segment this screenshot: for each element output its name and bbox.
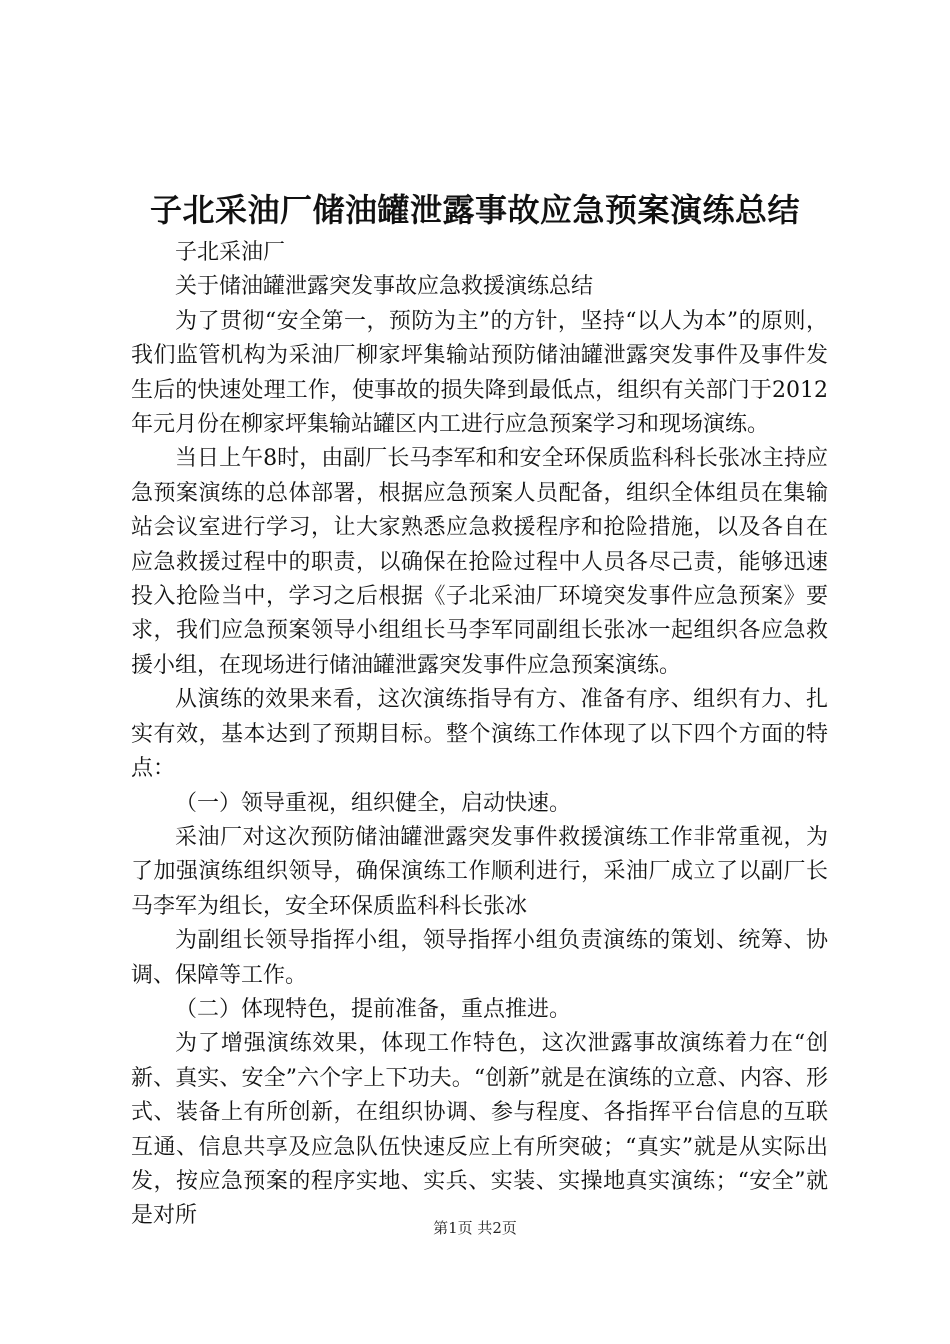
paragraph-features: 为了增强演练效果，体现工作特色，这次泄露事故演练着力在“创新、真实、安全”六个字上下功夫。“创新”就是在演练的立意、内容、形式、装备上有所创新，在组织协调、参与程度、各指挥平台信息的互联互通、信息共享及应急队伍快速反应上有所突破；“真实”就是从实际出发，按应急预案的程序实地、实兵、实装、实操地真实演练；“安全”就是对所 [131,1031,828,1229]
paragraph-intro: 为了贯彻“安全第一，预防为主”的方针，坚持“以人为本”的原则，我们监管机构为采油厂柳家坪集输站预防储油罐泄露突发事件及事件发生后的快速处理工作，使事故的损失降到最低点，组织有关部门于2012年元月份在柳家坪集输站罐区内工进行应急预案学习和现场演练。 [131,308,828,438]
paragraph-deployment: 当日上午8时，由副厂长马李军和和安全环保质监科科长张冰主持应急预案演练的总体部署，根据应急预案人员配备，组织全体组员在集输站会议室进行学习，让大家熟悉应急救援程序和抢险措施，以及各自在应急救援过程中的职责，以确保在抢险过程中人员各尽己责，能够迅速投入抢险当中，学习之后根据《子北采油厂环境突发事件应急预案》要求，我们应急预案领导小组组长马李军同副组长张冰一起组织各应急救援小组，在现场进行储油罐泄露突发事件应急预案演练。 [131,446,828,678]
paragraph-leadership: 采油厂对这次预防储油罐泄露突发事件救援演练工作非常重视，为了加强演练组织领导，确保演练工作顺利进行，采油厂成立了以副厂长马李军为组长，安全环保质监科科长张冰 [131,824,828,919]
paragraph-org-name: 子北采油厂 [175,240,286,265]
paragraph-effect: 从演练的效果来看，这次演练指导有方、准备有序、组织有力、扎实有效，基本达到了预期目标。整个演练工作体现了以下四个方面的特点： [131,687,828,782]
document-title: 子北采油厂储油罐泄露事故应急预案演练总结 [149,191,800,229]
page-number: 第1页 共2页 [433,1219,517,1237]
section-heading-one: （一）领导重视，组织健全，启动快速。 [175,790,572,816]
section-heading-two: （二）体现特色，提前准备，重点推进。 [175,996,572,1022]
paragraph-leadership-cont: 为副组长领导指挥小组，领导指挥小组负责演练的策划、统筹、协调、保障等工作。 [131,928,828,988]
document-body [131,236,828,1234]
paragraph-subtitle: 关于储油罐泄露突发事故应急救援演练总结 [175,274,594,300]
